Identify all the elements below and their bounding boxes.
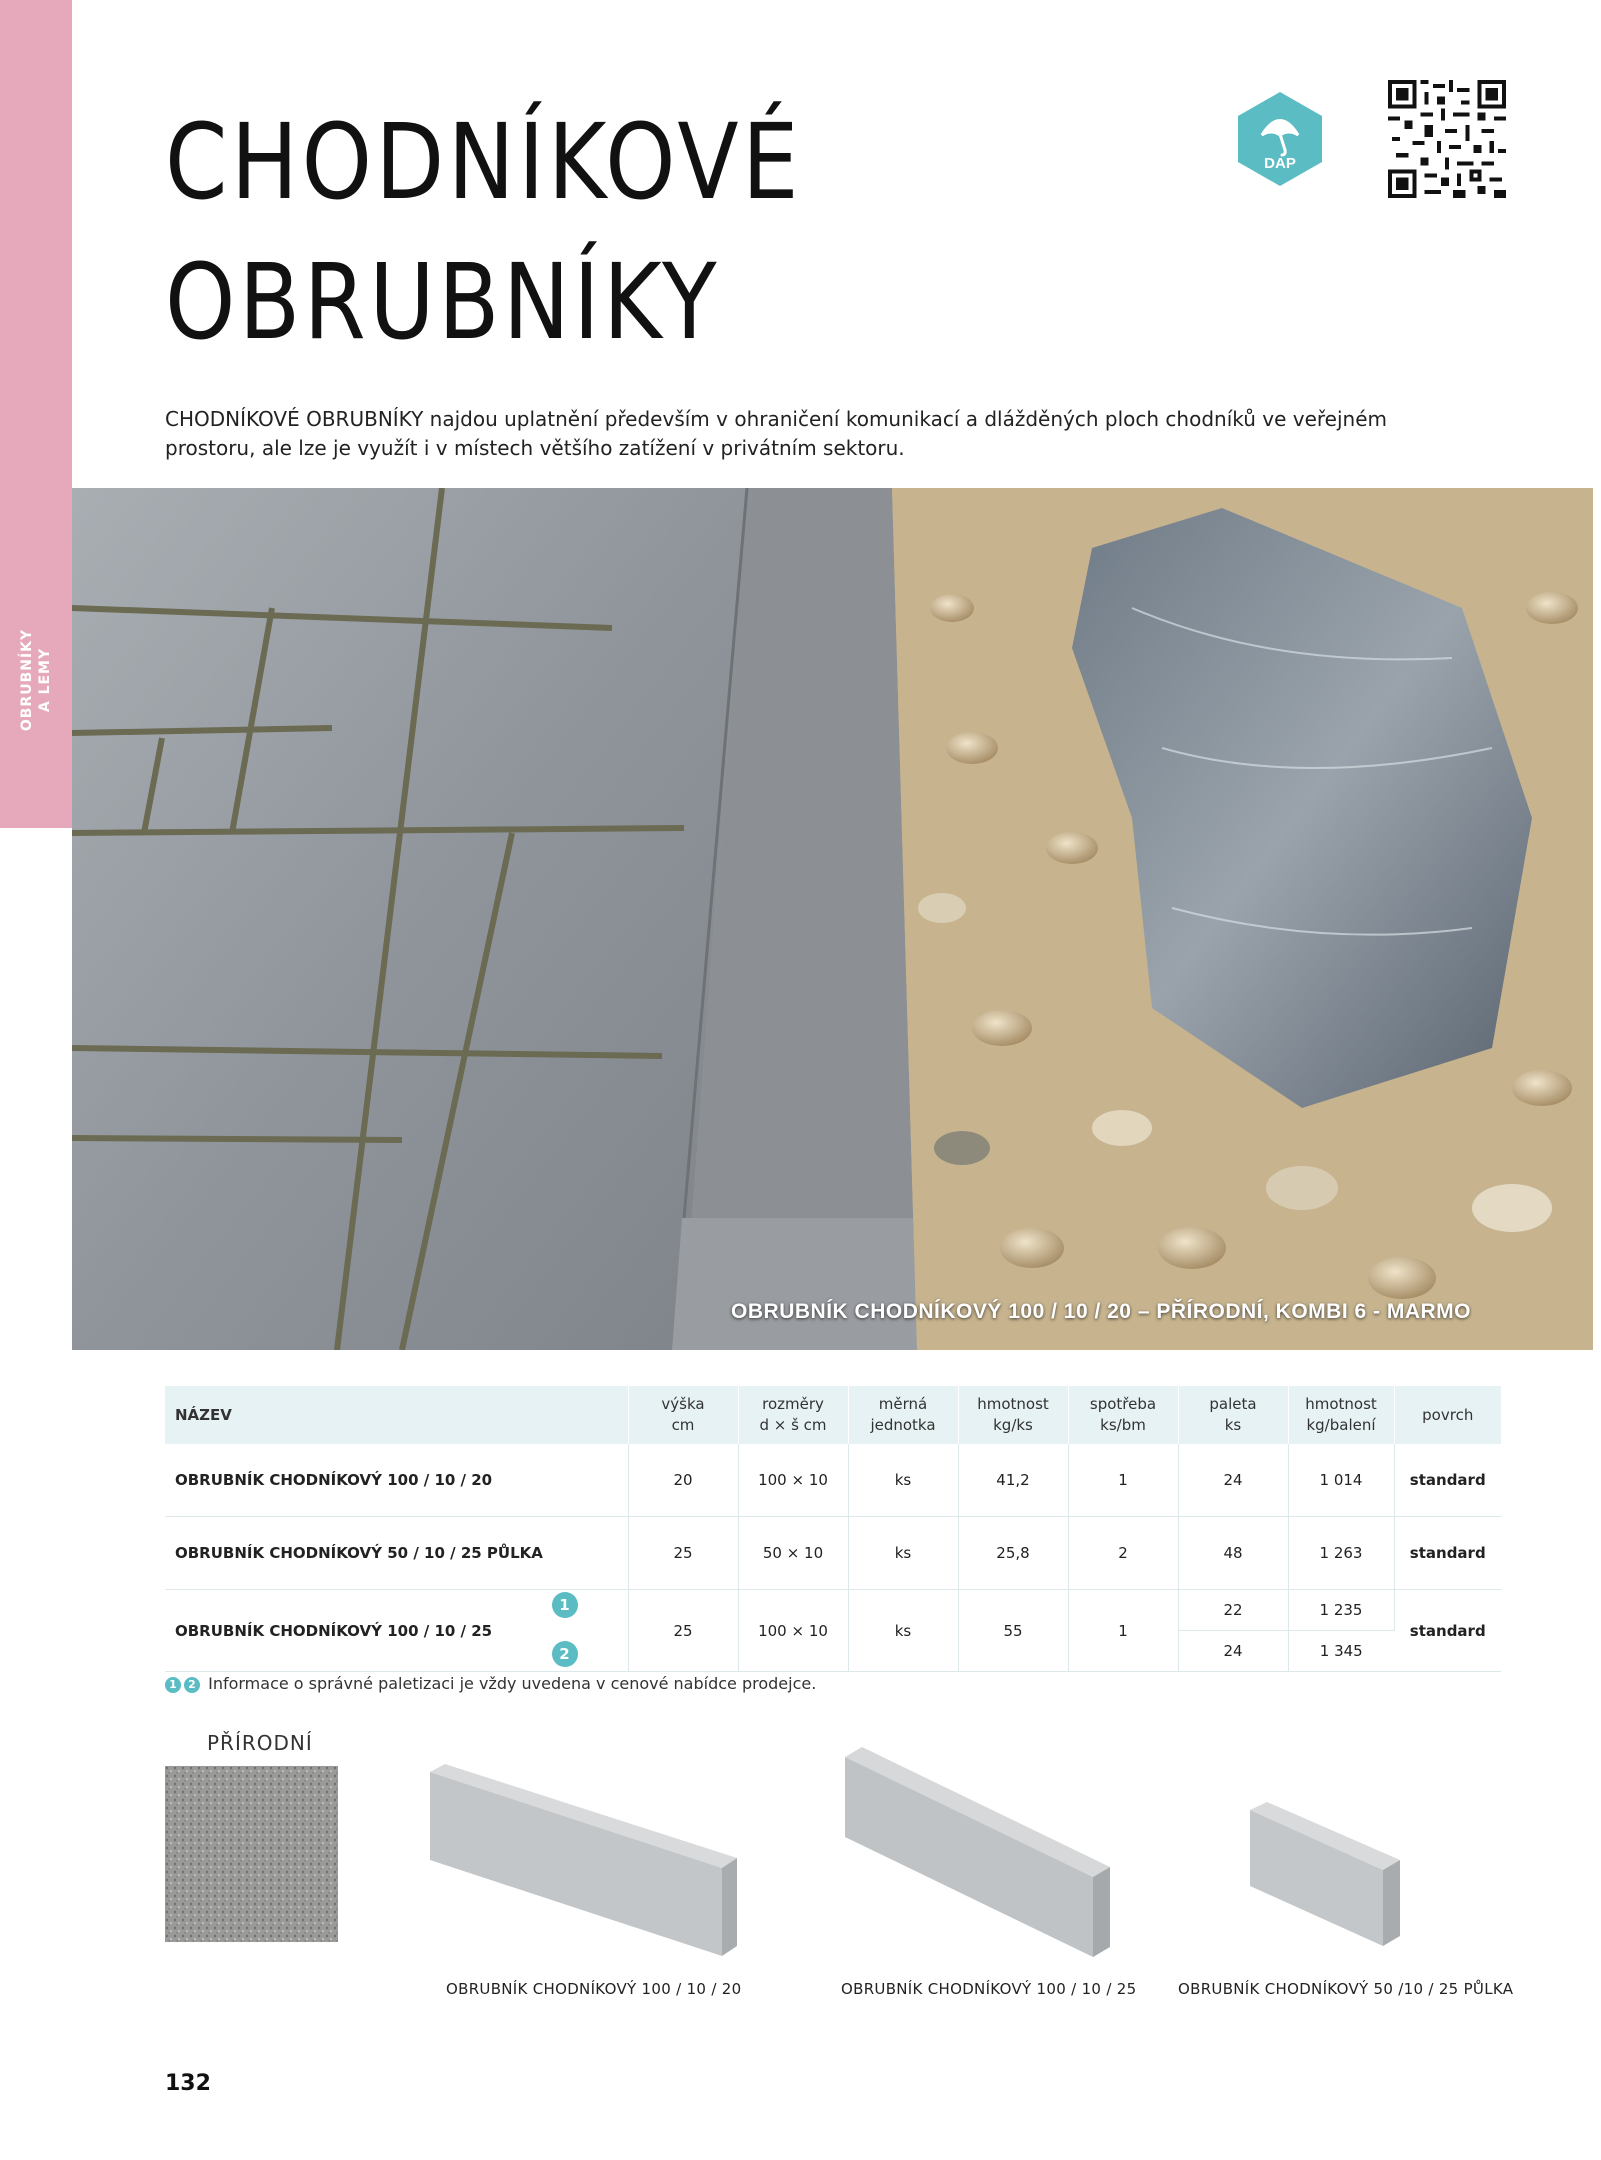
col-header-unit: měrná jednotka (848, 1386, 958, 1444)
product-label-50-10-25: OBRUBNÍK CHODNÍKOVÝ 50 /10 / 25 PŮLKA (1178, 1980, 1514, 1998)
cell-name: OBRUBNÍK CHODNÍKOVÝ 100 / 10 / 20 (165, 1444, 628, 1517)
cell-weight: 25,8 (958, 1517, 1068, 1590)
intro-paragraph: CHODNÍKOVÉ OBRUBNÍKY najdou uplatnění především v ohraničení komunikací a dlážděných ploch chodníků ve veřejném prostoru, ale lze je využít i v místech většího zatížení v privátním sektoru. (165, 407, 1387, 460)
side-section-label (18, 629, 54, 731)
cell-unit: ks (848, 1590, 958, 1672)
cell-pallet: 24 (1178, 1444, 1288, 1517)
col-header-pack-weight: hmotnost kg/balení (1288, 1386, 1394, 1444)
col-header-surface: povrch (1394, 1386, 1501, 1444)
cell-pallet: 48 (1178, 1517, 1288, 1590)
col-header-pallet: paleta ks (1178, 1386, 1288, 1444)
cell-consumption: 2 (1068, 1517, 1178, 1590)
table-header-row (165, 1386, 1501, 1444)
side-label-line1: OBRUBNÍKY (19, 628, 35, 732)
dap-badge (1236, 90, 1324, 188)
cell-pack-weight: 1 345 (1288, 1631, 1394, 1672)
surface-swatch-natural (165, 1766, 338, 1942)
cell-consumption: 1 (1068, 1444, 1178, 1517)
cell-dimensions: 50 × 10 (738, 1517, 848, 1590)
cell-height: 25 (628, 1590, 738, 1672)
cell-surface: standard (1394, 1444, 1501, 1517)
product-image-100-10-20 (425, 1762, 740, 1962)
side-label-line2: A LEMY (37, 647, 53, 713)
cell-pallet: 24 (1178, 1631, 1288, 1672)
cell-consumption: 1 (1068, 1590, 1178, 1672)
cell-surface: standard (1394, 1590, 1501, 1672)
pallet-variant-badge-1: 1 (552, 1592, 578, 1618)
cell-height: 25 (628, 1517, 738, 1590)
cell-dimensions: 100 × 10 (738, 1590, 848, 1672)
product-label-100-10-20: OBRUBNÍK CHODNÍKOVÝ 100 / 10 / 20 (446, 1980, 742, 1998)
table-row (165, 1444, 1501, 1517)
col-header-dimensions: rozměry d × š cm (738, 1386, 848, 1444)
cell-dimensions: 100 × 10 (738, 1444, 848, 1517)
product-spec-table (165, 1386, 1501, 1672)
palletization-note (165, 1674, 816, 1693)
cell-surface: standard (1394, 1517, 1501, 1590)
cell-weight: 55 (958, 1590, 1068, 1672)
cell-height: 20 (628, 1444, 738, 1517)
note-badge-2: 2 (184, 1677, 200, 1693)
title-line2: OBRUBNÍKY (165, 241, 721, 363)
cell-unit: ks (848, 1517, 958, 1590)
product-label-100-10-25: OBRUBNÍK CHODNÍKOVÝ 100 / 10 / 25 (841, 1980, 1137, 1998)
cell-unit: ks (848, 1444, 958, 1517)
cell-name-text: OBRUBNÍK CHODNÍKOVÝ 100 / 10 / 25 (175, 1621, 493, 1640)
cell-pack-weight: 1 014 (1288, 1444, 1394, 1517)
table-row (165, 1517, 1501, 1590)
cell-pack-weight: 1 263 (1288, 1517, 1394, 1590)
note-badge-1: 1 (165, 1677, 181, 1693)
dap-label: DAP (1264, 155, 1296, 172)
product-image-100-10-25 (840, 1745, 1115, 1960)
table-row (165, 1590, 1501, 1631)
hero-photo (72, 488, 1593, 1350)
qr-code-icon[interactable] (1388, 80, 1506, 198)
col-header-weight: hmotnost kg/ks (958, 1386, 1068, 1444)
hero-photo-illustration (72, 488, 1593, 1350)
col-header-consumption: spotřeba ks/bm (1068, 1386, 1178, 1444)
cell-weight: 41,2 (958, 1444, 1068, 1517)
col-header-height: výška cm (628, 1386, 738, 1444)
hero-photo-caption: OBRUBNÍK CHODNÍKOVÝ 100 / 10 / 20 – PŘÍRODNÍ, KOMBI 6 - MARMO (731, 1300, 1471, 1323)
note-text: Informace o správné paletizaci je vždy uvedena v cenové nabídce prodejce. (208, 1674, 817, 1693)
pallet-variant-badge-2: 2 (552, 1641, 578, 1667)
page-number: 132 (165, 2071, 211, 2096)
page-title (165, 92, 802, 372)
surface-swatch-label: PŘÍRODNÍ (207, 1731, 313, 1755)
title-line1: CHODNÍKOVÉ (165, 101, 802, 223)
cell-pack-weight: 1 235 (1288, 1590, 1394, 1631)
col-header-name: NÁZEV (165, 1386, 628, 1444)
cell-pallet: 22 (1178, 1590, 1288, 1631)
product-image-50-10-25 (1245, 1800, 1405, 1950)
cell-name (165, 1590, 628, 1672)
cell-name: OBRUBNÍK CHODNÍKOVÝ 50 / 10 / 25 PŮLKA (165, 1517, 628, 1590)
